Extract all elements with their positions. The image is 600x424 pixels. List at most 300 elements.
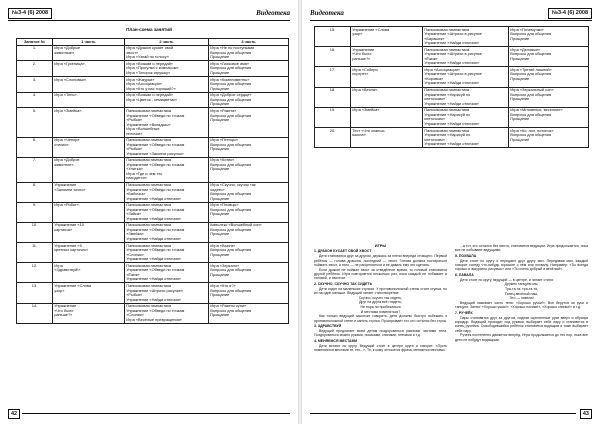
part-3-cell (209, 45, 289, 61)
cell-line: стихии». (54, 142, 70, 147)
table-row (17, 77, 289, 93)
cell-line: Упражнение «Штрихи в рисунке (424, 72, 482, 77)
footer-rule (310, 413, 576, 414)
part-3-cell (509, 127, 589, 147)
cell-line: Пальчиковая гимнастика (126, 203, 172, 208)
paragraph: ...а тот, кто остался без места, становится ведущим. Игра продолжается, пока все не побывают ведущими. (455, 244, 588, 253)
lesson-number: 8. (17, 182, 53, 202)
table-row (315, 87, 589, 107)
cell-line: Игра «Робот». (54, 203, 80, 208)
cell-line: Прощание (210, 252, 230, 257)
cell-line: Прощание (210, 293, 230, 298)
cell-line: Игра «Доброе сердце» (210, 93, 252, 98)
cell-line: Упражнение «Вкладыш» (126, 122, 171, 127)
cell-line: «Улитка» (126, 167, 143, 172)
table-row (17, 61, 289, 77)
paragraph: Ведущий предлагает всем детям поздороваться разными частями тела. Поздороваться можно руками, носиками, спинами, плечами и т.д. (314, 329, 447, 338)
cell-line: Упражнение «Нарисуй по (424, 112, 471, 117)
part-2-cell (423, 127, 509, 147)
cell-line: Упражнение «Слова (352, 27, 390, 32)
verse-line: Тра-та-та, тра-та-та, (505, 287, 538, 292)
cell-line: Пальчиковая гимнастика (126, 158, 172, 163)
part-2-cell (125, 61, 209, 77)
part-1-cell (53, 92, 125, 108)
cell-line: Прощание (210, 212, 230, 217)
cell-line: «Рыбка» (126, 293, 143, 298)
part-2-cell (125, 92, 209, 108)
cell-line: Прощание (510, 76, 530, 81)
cell-line: Игра «Цветок - семицветик» (126, 97, 178, 102)
cell-line: Игра «Дракон кусает свой (126, 46, 174, 51)
cell-line: «Рыбка» (126, 147, 143, 152)
lesson-number: 5. (17, 108, 53, 137)
cell-line: Игра (54, 263, 63, 268)
cell-line: Упражнение «Найди отличия» (126, 236, 181, 241)
part-2-cell (125, 222, 209, 242)
part-2-cell (125, 243, 209, 263)
cell-line: Упражнение «Нарисуй по (424, 133, 471, 138)
table-row (17, 45, 289, 61)
game-heading: 1. ДРАКОН КУСАЕТ СВОЙ ХВОСТ (314, 249, 372, 254)
part-3-cell (209, 243, 289, 263)
page-number: 42 (8, 409, 20, 419)
table-row (17, 243, 289, 263)
table-row (17, 137, 289, 157)
part-2-cell (125, 77, 209, 93)
section-title: Видеотека (310, 9, 344, 17)
part-1-cell (53, 202, 125, 222)
cell-line: Упражнение «Найди отличия» (126, 257, 181, 262)
cell-line: «Запомни точно» (54, 187, 86, 192)
cell-line: Упражнение «Нарисуй по (424, 92, 471, 97)
cell-line: Игра «Весёлые превращения» (126, 317, 182, 322)
part-3-cell (509, 107, 589, 127)
left-page-header (8, 6, 290, 20)
cell-line: Вопросы для общения (210, 227, 252, 232)
cell-line: Прощание (210, 272, 230, 277)
part-1-cell (53, 243, 125, 263)
cell-line: Упражнение «Штрихи в рисунке (424, 32, 482, 37)
part-2-cell (125, 108, 209, 137)
cell-line: Пальчиковая гимнастика (126, 223, 172, 228)
cell-line: школа» (352, 133, 366, 138)
cell-line: Игра «Пловцы» (210, 203, 239, 208)
cell-line: Упражнение (54, 304, 77, 309)
part-2-cell (125, 182, 209, 202)
table-row (17, 263, 289, 283)
cell-line: Прощание (210, 167, 230, 172)
cell-line: Игра «Возьми и передай» (126, 61, 173, 66)
cell-line: Прощание (210, 313, 230, 318)
cell-line: ниточки» (126, 131, 143, 136)
cell-line: Упражнение «Найди отличия» (424, 101, 479, 106)
cell-line: «Слоник» (126, 252, 144, 257)
cell-line: Вопросы для общения (210, 97, 252, 102)
cell-line: Упражнение «5 (54, 243, 82, 248)
cell-line: Вопросы для общения (210, 142, 252, 147)
part-2-cell (125, 263, 209, 283)
lesson-number: 10. (17, 222, 53, 242)
cell-line: Упражнение «Найди отличия» (424, 41, 479, 46)
issue-box: №3-4 (6) 2008 (548, 8, 592, 19)
part-1-cell (351, 67, 423, 87)
lesson-number: 15. (315, 27, 351, 47)
verse-line: Дружно танцуем мы, (504, 282, 539, 287)
cell-line: Игра «Котик» (210, 158, 235, 163)
part-1-cell (53, 77, 125, 93)
cell-line: Прощание (210, 55, 230, 60)
game-heading: 3. ЗДРАВСТВУЙ (314, 324, 342, 329)
part-1-cell (53, 222, 125, 242)
cell-line: Вопросы для общения (210, 288, 252, 293)
part-3-cell (509, 67, 589, 87)
lesson-number: 2. (17, 61, 53, 77)
part-2-cell (423, 27, 509, 47)
cell-line: Игра «Деловые» (510, 47, 541, 52)
cell-line: Вопросы для общения (510, 133, 552, 138)
cell-line: Игра «Доброе (54, 158, 80, 163)
issue-box: №3-4 (6) 2008 (8, 8, 52, 19)
game-heading: 5. ПОХВАЛА (455, 253, 477, 258)
cell-line: «Слоник» (126, 313, 144, 318)
part-2-cell (125, 283, 209, 303)
cell-line: Пальчиковая гимнастика (424, 47, 470, 52)
cell-line: Упражнение «Слова (54, 284, 92, 289)
cell-line: Прощание (210, 118, 230, 123)
table-row (17, 222, 289, 242)
cell-line: Игра «Зеркало» (210, 263, 240, 268)
cell-line: Игра «Ракеты купи» (210, 304, 247, 309)
cell-line: животное». (54, 162, 75, 167)
cell-line: Прощание (210, 147, 230, 152)
lesson-number: 3. (17, 77, 53, 93)
cell-line: Игра «Тень». (54, 93, 78, 98)
cell-line: Игра «Вьюга» (210, 243, 236, 248)
table-row (17, 157, 289, 182)
part-3-cell (209, 108, 289, 137)
cell-line: Пальчиковая гимнастика (424, 128, 470, 133)
cell-line: «Рыбка» (126, 118, 143, 123)
cell-line: Прощание (210, 102, 230, 107)
paragraph: Дети становятся друг за другом, держась за плечи впереди стоящего. Первый ребёнок — голова дракона, последний — хвост. Голова должна постараться поймать хвост, а тело — не расцепляться и не давать ему это сделать. (314, 254, 447, 267)
cell-line: Упражнение «Найди отличия» (126, 297, 181, 302)
table-row (315, 127, 589, 147)
cell-line: раньше?» (54, 313, 73, 318)
lesson-number: 7. (17, 157, 53, 182)
cell-line: Упражнение «Закончи рисунок» (126, 151, 184, 156)
part-3-cell (209, 92, 289, 108)
lesson-number: 9. (17, 202, 53, 222)
cell-line: находится» (126, 176, 147, 181)
cell-line: картинок» (54, 227, 73, 232)
verse-line: Скучно, скучно так сидеть, (358, 295, 403, 300)
text-column-left (314, 244, 447, 408)
cell-line: животные» (54, 50, 75, 55)
cell-line: Пальчиковая гимнастика (126, 263, 172, 268)
section-heading: ИГРЫ (374, 243, 387, 248)
cell-line: «Барашек» (424, 36, 445, 41)
lesson-plan-table-continued (314, 26, 589, 148)
part-1-cell (53, 61, 125, 77)
lesson-number: 1. (17, 45, 53, 61)
cell-line: Тест «Что знаешь (352, 128, 385, 133)
cell-line: Упражнение (54, 183, 77, 188)
cell-line: Игра «Слоновьи». (54, 77, 88, 82)
cell-line: Пальчиковая гимнастика (126, 243, 172, 248)
cell-line: Прощание (210, 70, 230, 75)
cell-line: Игра «Кто у нас хороший?» (126, 86, 176, 91)
cell-line: Игра «Ассоциации» (424, 67, 460, 72)
cell-line: Пальчиковая гимнастика (126, 304, 172, 309)
cell-line: Игра «Третий лишний» (510, 67, 552, 72)
column-header: 3 часть (209, 39, 289, 46)
game-heading: 6. ЛАВАЛА (455, 272, 474, 277)
cell-line: Игра «Где и чем это (126, 171, 163, 176)
paragraph: Если дракон не поймал хвост за отведённое время, то головой становится другой ребёнок. Игра повторяется несколько раз, пока каждый не побывает и головой, и хвостом. (314, 267, 447, 281)
table-row (315, 47, 589, 67)
paragraph: Дети сидят на маленьких стульях. У противоположной стены стоят стулья, но их на один меньше. Ведущий читает стихотворение: (314, 286, 447, 295)
cell-line: Игра «Ласковое имя» (210, 61, 250, 66)
lesson-number: 12. (17, 263, 53, 283)
cell-line: Прощание (210, 196, 230, 201)
cell-line: Вопросы для общения (510, 92, 552, 97)
part-3-cell (209, 77, 289, 93)
verse-line: Это — лавала! (509, 296, 534, 301)
part-1-cell (351, 47, 423, 67)
cell-line: Вопросы для общения (510, 112, 552, 117)
cell-line: Игра «Топорок игрушку» (126, 70, 171, 75)
cell-line: Пальчиковая гимнастика (126, 109, 172, 114)
cell-line: Игра «Добрые (54, 46, 81, 51)
lesson-number: 6. (17, 137, 53, 157)
part-1-cell (53, 303, 125, 323)
verse-line: И местами поменяться? (360, 309, 401, 314)
cell-line: Вопросы для общения (510, 32, 552, 37)
cell-line: Вопросы для общения (210, 207, 252, 212)
cell-line: Вопросы для общения (210, 66, 252, 71)
cell-line: Прощание (510, 36, 530, 41)
verse-line: Не пора ли пробежаться (360, 304, 401, 309)
cell-line: клеточкам» (424, 117, 445, 122)
part-2-cell (125, 137, 209, 157)
lesson-number: 14. (17, 303, 53, 323)
cell-line: «Коровка» (424, 76, 444, 81)
part-3-cell (209, 283, 289, 303)
cell-line: Пальчиковая гимнастика (126, 183, 172, 188)
cell-line: Игра «Жмурки» (126, 77, 155, 82)
part-1-cell (53, 182, 125, 202)
cell-line: Упражнение «Найди отличия» (126, 216, 181, 221)
game-heading: 2. СКУЧНО, СКУЧНО ТАК СИДЕТЬ (314, 281, 373, 286)
page-number: 43 (580, 409, 592, 419)
part-3-cell (209, 61, 289, 77)
cell-line: узор» (54, 288, 65, 293)
paragraph: Дети встают по кругу. Ведущий стоит в центре круга и говорит: «Пусть поменяются местами те, кто...». Те, к кому относится фраза, меняются местами. (314, 343, 447, 352)
lesson-number: 4. (17, 92, 53, 108)
cell-line: Вопросы для общения (210, 268, 252, 273)
cell-line: Игра «Четыре (54, 138, 80, 143)
cell-line: сидеть» (210, 187, 225, 192)
cell-line: Упражнение «Обведи по точкам (126, 268, 185, 273)
part-1-cell (53, 137, 125, 157)
cell-line: Упражнение «Найди отличия» (126, 277, 181, 282)
cell-line: Прощание (510, 117, 530, 122)
cell-line: «Что было (54, 308, 74, 313)
part-3-cell (509, 87, 589, 107)
lesson-number: 18. (315, 87, 351, 107)
part-2-cell (423, 67, 509, 87)
left-page (0, 0, 298, 424)
table-header-row (17, 39, 289, 46)
table-row (17, 202, 289, 222)
cell-line: Упражнение «Обведи по точкам (126, 227, 185, 232)
lesson-number: 16. (315, 47, 351, 67)
cell-line: Игра «Волшебные (126, 127, 160, 132)
cell-line: Вопросы для общения (510, 72, 552, 77)
part-2-cell (423, 107, 509, 127)
paragraph: Ручеёк постепенно движется вперёд. Игра продолжается до тех пор, пока все дети не побудут водящими. (455, 333, 588, 342)
cell-line: Упражнение «Штрихи в рисунке (424, 52, 482, 57)
right-page-header (310, 6, 592, 20)
right-page (302, 0, 600, 424)
cell-line: Вопросы для общения (210, 308, 252, 313)
cell-line: Игра «Змейка». (54, 109, 83, 114)
table-row (17, 303, 289, 323)
cell-line: узор» (352, 32, 363, 37)
part-3-cell (209, 137, 289, 157)
column-header: 2 часть (125, 39, 209, 46)
column-header: Занятие № (17, 39, 53, 46)
table-caption: План-схема занятий (126, 27, 172, 32)
paragraph: Ведущий называет часть тела: «Хорошо ручки!». Все берутся за руки и танцуют. Затем: «Хорошо ушки!», «Хорошо носики!», «Хорошо спинки!» и т.д. (455, 301, 588, 310)
cell-line: Прощание (510, 56, 530, 61)
game-heading: 7. РУЧЕЁК (455, 310, 473, 315)
cell-line: Игра «Прогулка с компасом» (126, 66, 179, 71)
cell-line: Игра «Кто я?» (210, 284, 236, 289)
paragraph: Пары становятся друг за другом, подняв сцепленные руки вверх и образуя коридор. Водящий проходит под руками, выбирает себе пару и становится в конец ручейка. Освободившийся ребёнок становится водящим и тоже выбирает себе пару. (455, 315, 588, 333)
part-1-cell (53, 283, 125, 303)
cell-line: Игра «Не по поступками (210, 46, 255, 51)
cell-line: Вопросы для общения (210, 50, 252, 55)
section-title: Видеотека (256, 9, 290, 17)
cell-line: Игра «Гусеница». (54, 61, 86, 66)
header-rule (8, 20, 290, 21)
cell-line: Игра «Мгновенья, весенние» (510, 108, 563, 113)
lesson-number: 20. (315, 127, 351, 147)
part-2-cell (423, 87, 509, 107)
cell-line: Упражнение «Обведи по точкам (126, 248, 185, 253)
cell-line: цветных карточек» (54, 248, 89, 253)
cell-line: Игра «Почемучки» (510, 27, 544, 32)
cell-line: «Змейка» (126, 232, 144, 237)
lesson-number: 11. (17, 243, 53, 263)
cell-line: Упражнение «Обведи по точкам (126, 162, 185, 167)
cell-line: Вопросы для общения (210, 248, 252, 253)
part-2-cell (423, 47, 509, 67)
paragraph: Как только ведущий закончит говорить, дети должны быстро побежать к противоположной стене и занять стулья. Проигрывает тот, кто остался без стула. (314, 314, 447, 323)
footer-rule (22, 413, 290, 414)
cell-line: Упражнение «Найди отличия» (424, 121, 479, 126)
cell-line: Вопросы для общения (510, 52, 552, 57)
cell-line: Игра «Ко, пол, потолок» (510, 128, 554, 133)
cell-line: Упражнение «Обведи по точкам (126, 308, 185, 313)
cell-line: Прощание (510, 97, 530, 102)
table-row (17, 108, 289, 137)
cell-line: Игра «Комплименты» (210, 77, 250, 82)
cell-line: Упражнение «Штрихи рисунке» (126, 288, 183, 293)
cell-line: Вопросы для общения (210, 192, 252, 197)
cell-line: Кмпьлекс «Волшебный сон» (210, 223, 262, 228)
cell-line: «Ёжик» (424, 56, 438, 61)
cell-line: клеточкам» (424, 97, 445, 102)
cell-line: Упражнение «Обведи по точкам (126, 113, 185, 118)
table-row (315, 27, 589, 47)
cell-line: Игра «Змейка». (352, 108, 381, 113)
lesson-number: 19. (315, 107, 351, 127)
cell-line: портрет» (352, 72, 369, 77)
paragraph: Дети стоят по кругу, ведущий — в центре, и читает стихи: (460, 277, 554, 282)
lesson-number: 13. (17, 283, 53, 303)
cell-line: Вопросы для общения (210, 82, 252, 87)
games-text (314, 244, 588, 408)
text-column-right (455, 244, 588, 408)
table-row (315, 67, 589, 87)
part-1-cell (351, 27, 423, 47)
cell-line: «Здравствуй!» (54, 268, 81, 273)
cell-line: «Бабочка» (126, 192, 146, 197)
part-3-cell (209, 263, 289, 283)
cell-line: Упражнение «Обведи по точкам (126, 187, 185, 192)
cell-line: Упражнение «Обведи по точкам (126, 207, 185, 212)
cell-line: Пальчиковая гимнастика (424, 88, 470, 93)
part-1-cell (53, 263, 125, 283)
cell-line: Игра «Узнай по голосу» (126, 55, 169, 60)
verse-line: Друг на друга всё глядеть; (359, 300, 402, 305)
cell-line: клеточкам» (424, 137, 445, 142)
cell-line: Игра «Зеркальный сон» (510, 88, 554, 93)
cell-line: «Зайка» (126, 212, 142, 217)
left-page-footer (8, 409, 20, 419)
paragraph: Дети стоят по кругу и передают друг другу мяч. Передавая мяч, каждый говорит соседу что-нибудь хорошее о нём или похвалу. Например: «Ты всегда хорошо и аккуратно рисуешь» или «Ты очень добрый и весёлый». (455, 258, 588, 272)
cell-line: «Что было (352, 52, 372, 57)
cell-line: «Ёжик» (126, 272, 140, 277)
cell-line: Игра «Весна». (352, 88, 379, 93)
cell-line: Упражнение (352, 47, 375, 52)
part-2-cell (125, 303, 209, 323)
cell-line: Игра «Ассоциации» (126, 82, 162, 87)
verse-line: Танец весёлый наш, (504, 291, 539, 296)
cell-line: Пальчиковая гимнастика (424, 108, 470, 113)
cell-line: Упражнение «Найди отличия» (424, 61, 479, 66)
cell-line: Вопросы для общения (210, 162, 252, 167)
right-page-footer (580, 409, 592, 419)
cell-line: Упражнение «Найди отличия» (424, 81, 479, 86)
cell-line: Игра «Собери (352, 67, 378, 72)
part-3-cell (209, 303, 289, 323)
column-header: 1 часть (53, 39, 125, 46)
cell-line: Игра «Ракета» (210, 109, 237, 114)
part-1-cell (53, 108, 125, 137)
part-1-cell (351, 107, 423, 127)
table-row (315, 107, 589, 127)
cell-line: Прощание (210, 232, 230, 237)
cell-line: раньше?» (352, 56, 371, 61)
part-2-cell (125, 45, 209, 61)
header-rule (310, 20, 592, 21)
table-row (17, 283, 289, 303)
part-1-cell (351, 87, 423, 107)
cell-line: Пальчиковая гимнастика (424, 27, 470, 32)
